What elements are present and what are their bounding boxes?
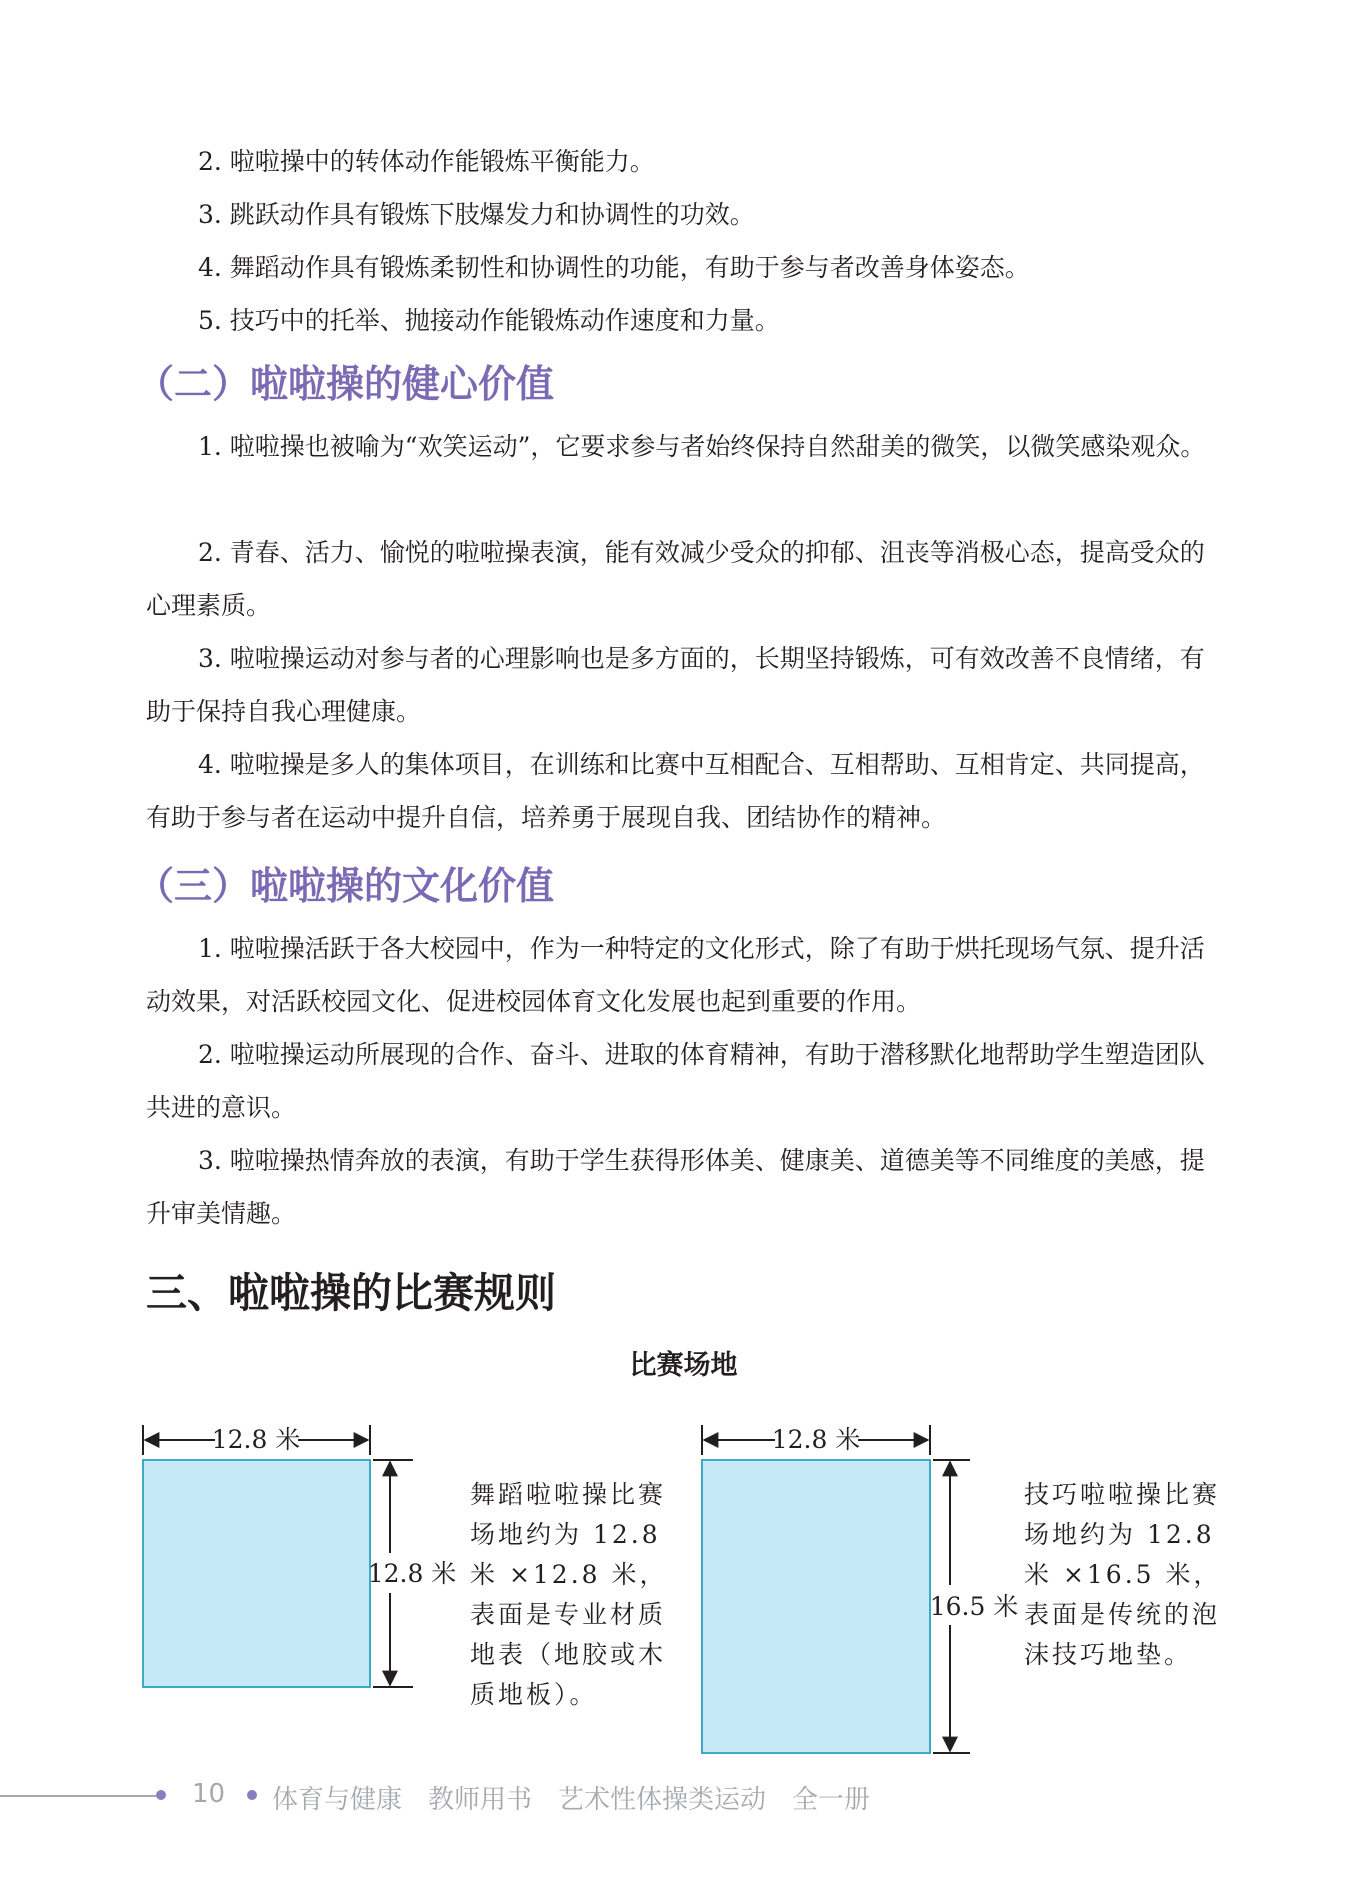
list-item: 3. 跳跃动作具有锻炼下肢爆发力和协调性的功效。 [198,200,755,229]
skill-field-description: 技巧啦啦操比赛场地约为 12.8 米 ×16.5 米，表面是传统的泡沫技巧地垫。 [1024,1480,1222,1669]
list-item: 4. 舞蹈动作具有锻炼柔韧性和协调性的功能，有助于参与者改善身体姿态。 [198,253,1030,282]
paragraph: 2. 青春、活力、愉悦的啦啦操表演，能有效减少受众的抑郁、沮丧等消极心态，提高受众的心理素质。 [146,538,1205,620]
paragraph: 1. 啦啦操也被喻为“欢笑运动”，它要求参与者始终保持自然甜美的微笑，以微笑感染观众。 [198,432,1206,461]
list-item: 2. 啦啦操中的转体动作能锻炼平衡能力。 [198,147,655,176]
dance-height-label: 12.8 米 [367,1559,457,1588]
figure-title: 比赛场地 [629,1350,738,1381]
skill-width-label: 12.8 米 [771,1425,861,1454]
list-item: 5. 技巧中的托举、抛接动作能锻炼动作速度和力量。 [198,306,780,335]
paragraph: 4. 啦啦操是多人的集体项目，在训练和比赛中互相配合、互相帮助、互相肯定、共同提高，有助于参与者在运动中提升自信，培养勇于展现自我、团结协作的精神。 [146,750,1205,832]
paragraph: 2. 啦啦操运动所展现的合作、奋斗、进取的体育精神，有助于潜移默化地帮助学生塑造团队共进的意识。 [146,1040,1205,1122]
footer-rule [0,1795,158,1797]
page-footer [0,1775,1367,1815]
subsection-heading-3: （三）啦啦操的文化价值 [136,864,555,908]
paragraph: 1. 啦啦操活跃于各大校园中，作为一种特定的文化形式，除了有助于烘托现场气氛、提升活动效果，对活跃校园文化、促进校园体育文化发展也起到重要的作用。 [146,934,1205,1016]
page-number: 10 [192,1779,226,1809]
dance-width-label: 12.8 米 [211,1425,301,1454]
dance-field-description: 舞蹈啦啦操比赛场地约为 12.8 米 ×12.8 米，表面是专业材质地表（地胶或木质地板）。 [470,1480,668,1709]
footer-dot [247,1790,257,1800]
paragraph: 3. 啦啦操运动对参与者的心理影响也是多方面的，长期坚持锻炼，可有效改善不良情绪，有助于保持自我心理健康。 [146,644,1205,726]
book-info: 体育与健康 教师用书 艺术性体操类运动 全一册 [272,1785,871,1815]
footer-dot [156,1790,166,1800]
dance-field [143,1460,370,1687]
skill-field [702,1460,930,1753]
paragraph: 3. 啦啦操热情奔放的表演，有助于学生获得形体美、健康美、道德美等不同维度的美感，提升审美情趣。 [146,1146,1205,1228]
skill-height-label: 16.5 米 [929,1592,1019,1621]
subsection-heading-2: （二）啦啦操的健心价值 [136,362,555,406]
section-title: 三、啦啦操的比赛规则 [146,1269,556,1317]
